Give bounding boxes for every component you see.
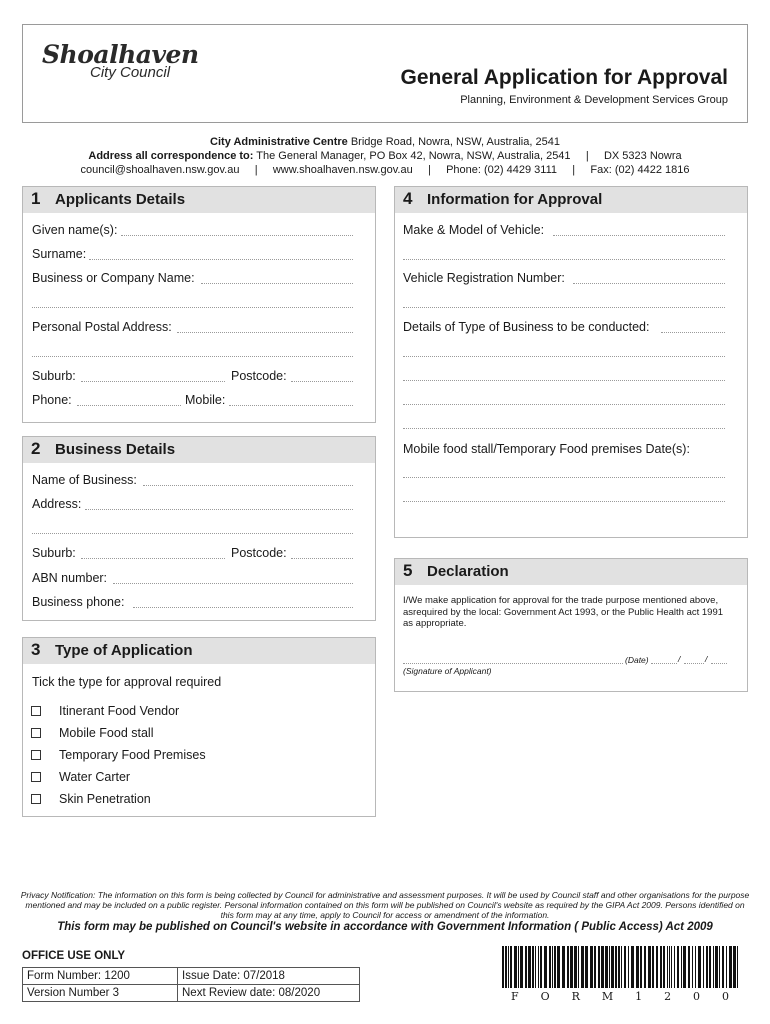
section-number: 1 xyxy=(31,189,41,208)
barcode-bar xyxy=(703,946,704,988)
section-business-details xyxy=(22,436,376,621)
address-line-1: City Administrative Centre Bridge Road, Nowra, NSW, Australia, 2541 xyxy=(210,136,560,148)
barcode-bar xyxy=(570,946,573,988)
barcode-char: 0 xyxy=(722,990,729,1003)
barcode-bar xyxy=(652,946,654,988)
date-separator: / xyxy=(678,654,681,664)
business-type-field-line-5[interactable] xyxy=(403,428,725,429)
surname-field[interactable] xyxy=(89,259,353,260)
barcode-bar xyxy=(667,946,668,988)
section-applicants-details xyxy=(22,186,376,423)
barcode-bar xyxy=(692,946,693,988)
abn-field[interactable] xyxy=(113,583,353,584)
barcode-bar xyxy=(640,946,642,988)
date-separator: / xyxy=(705,654,708,664)
checkbox[interactable] xyxy=(31,750,41,760)
barcode-char: M xyxy=(601,990,614,1003)
barcode-bar xyxy=(644,946,646,988)
barcode-bar xyxy=(713,946,714,988)
section-title: Information for Approval xyxy=(427,191,603,208)
barcode-bar xyxy=(733,946,736,988)
section-declaration xyxy=(394,558,748,692)
section-header xyxy=(395,559,747,585)
barcode-bar xyxy=(729,946,732,988)
date-day-field[interactable] xyxy=(651,663,677,664)
barcode-bar xyxy=(621,946,622,988)
business-phone-field[interactable] xyxy=(133,607,353,608)
suburb-field[interactable] xyxy=(81,381,225,382)
postal-address-field[interactable] xyxy=(177,332,353,333)
council-logo-wordmark: Shoalhaven xyxy=(42,40,199,69)
option-skin-penetration[interactable]: Skin Penetration xyxy=(31,792,151,806)
section-header xyxy=(23,638,375,664)
section-number: 3 xyxy=(31,640,41,659)
option-water-carter[interactable]: Water Carter xyxy=(31,770,130,784)
section-header xyxy=(23,187,375,213)
section-title: Type of Application xyxy=(55,642,193,659)
barcode-bar xyxy=(508,946,509,988)
business-address-label: Address: xyxy=(32,497,82,511)
barcode-bar xyxy=(706,946,708,988)
barcode-char: 1 xyxy=(635,990,643,1003)
barcode-char: R xyxy=(571,990,580,1003)
barcode-char: 2 xyxy=(664,990,672,1003)
dates-field[interactable] xyxy=(403,477,725,478)
abn-label: ABN number: xyxy=(32,571,108,585)
barcode-bar xyxy=(549,946,551,988)
section-number: 5 xyxy=(403,561,413,580)
business-type-field-line-2[interactable] xyxy=(403,356,725,357)
checkbox[interactable] xyxy=(31,772,41,782)
barcode-bar xyxy=(611,946,614,988)
barcode-bar xyxy=(669,946,670,988)
barcode-bar xyxy=(737,946,738,988)
barcode-bar xyxy=(677,946,679,988)
dates-field-line-2[interactable] xyxy=(403,501,725,502)
business-postcode-field[interactable] xyxy=(291,558,353,559)
registration-label: Vehicle Registration Number: xyxy=(403,271,565,285)
barcode-bar xyxy=(688,946,690,988)
barcode-bar xyxy=(671,946,672,988)
next-review-cell: Next Review date: 08/2020 xyxy=(178,985,360,1002)
barcode-bar xyxy=(574,946,577,988)
option-mobile-food-stall[interactable]: Mobile Food stall xyxy=(31,726,154,740)
date-label: (Date) xyxy=(625,655,649,665)
name-of-business-label: Name of Business: xyxy=(32,473,137,487)
office-use-heading: OFFICE USE ONLY xyxy=(22,950,126,962)
business-name-label: Business or Company Name: xyxy=(32,271,195,285)
privacy-notification: Privacy Notification: The information on this form is being collected by Council for administrative and assessment purposes. It will be used by Council staff and other organisations for the purpose mentioned and may be included on a public register. Personal information contained on this form will be published on Council's website as required by the GIPA Act 2009. Persons identified on this form may at any time, apply to Council for access or amendment of the information. xyxy=(20,890,750,920)
signature-label: (Signature of Applicant) xyxy=(403,666,492,676)
barcode-bar xyxy=(518,946,519,988)
checkbox[interactable] xyxy=(31,794,41,804)
section-title: Applicants Details xyxy=(55,191,186,208)
business-type-field-line-4[interactable] xyxy=(403,404,725,405)
business-name-field-line-2[interactable] xyxy=(32,307,353,308)
business-type-label: Details of Type of Business to be conducted: xyxy=(403,320,650,334)
barcode-bar xyxy=(660,946,662,988)
barcode-bar xyxy=(636,946,639,988)
form-number-cell: Form Number: 1200 xyxy=(23,968,178,985)
postal-address-label: Personal Postal Address: xyxy=(32,320,172,334)
given-names-label: Given name(s): xyxy=(32,223,118,237)
phone-field[interactable] xyxy=(77,405,181,406)
application-instruction: Tick the type for approval required xyxy=(32,675,222,689)
barcode-bar xyxy=(624,946,626,988)
barcode-bar xyxy=(567,946,569,988)
business-phone-label: Business phone: xyxy=(32,595,125,609)
barcode-bar xyxy=(502,946,504,988)
barcode-bar xyxy=(540,946,542,988)
postal-address-field-line-2[interactable] xyxy=(32,356,353,357)
make-model-field[interactable] xyxy=(553,235,725,236)
barcode-char: F xyxy=(510,990,519,1003)
office-use-table xyxy=(22,967,360,1002)
barcode-bar xyxy=(628,946,629,988)
publish-notice: This form may be published on Council's website in accordance with Government Information ( Public Access) Act 2009 xyxy=(57,921,713,933)
barcode-char: O xyxy=(540,990,550,1003)
barcode-bar xyxy=(514,946,517,988)
phone-label: Phone: xyxy=(32,393,72,407)
business-type-field[interactable] xyxy=(661,332,725,333)
barcode-bar xyxy=(544,946,547,988)
make-model-field-line-2[interactable] xyxy=(403,259,725,260)
barcode-bar xyxy=(578,946,579,988)
barcode-caption xyxy=(500,990,740,1003)
checkbox[interactable] xyxy=(31,728,41,738)
issue-date-cell: Issue Date: 07/2018 xyxy=(178,968,360,985)
barcode-bar xyxy=(585,946,588,988)
barcode-bar xyxy=(698,946,701,988)
barcode-bar xyxy=(719,946,720,988)
address-line-2: Address all correspondence to: The General Manager, PO Box 42, Nowra, NSW, Australia, 2541 | DX 5323 Nowra xyxy=(88,150,682,162)
barcode-icon xyxy=(500,946,740,988)
form-subtitle: Planning, Environment & Development Services Group xyxy=(460,94,728,106)
barcode-char: 0 xyxy=(693,990,701,1003)
barcode-bar xyxy=(594,946,596,988)
barcode-bar xyxy=(554,946,556,988)
barcode-bar xyxy=(590,946,593,988)
section-title: Business Details xyxy=(55,441,176,458)
business-type-field-line-3[interactable] xyxy=(403,380,725,381)
registration-field[interactable] xyxy=(573,283,725,284)
name-of-business-field[interactable] xyxy=(143,485,353,486)
barcode-bar xyxy=(525,946,527,988)
section-type-of-application xyxy=(22,637,376,817)
barcode-bar xyxy=(615,946,617,988)
given-names-field[interactable] xyxy=(121,235,353,236)
business-suburb-field[interactable] xyxy=(81,558,225,559)
dates-label: Mobile food stall/Temporary Food premises Date(s): xyxy=(403,442,690,456)
barcode-bar xyxy=(631,946,634,988)
checkbox[interactable] xyxy=(31,706,41,716)
barcode-bar xyxy=(683,946,686,988)
version-number-cell: Version Number 3 xyxy=(23,985,178,1002)
section-information-for-approval xyxy=(394,186,748,538)
registration-field-line-2[interactable] xyxy=(403,307,725,308)
section-number: 2 xyxy=(31,439,41,458)
barcode-bar xyxy=(609,946,610,988)
barcode-bar xyxy=(598,946,600,988)
barcode-bar xyxy=(648,946,651,988)
barcode-bar xyxy=(695,946,696,988)
barcode-bar xyxy=(581,946,584,988)
address-line-3: council@shoalhaven.nsw.gov.au | www.shoalhaven.nsw.gov.au | Phone: (02) 4429 3111 | Fax: (02) 4422 1816 xyxy=(80,164,690,176)
business-address-field-line-2[interactable] xyxy=(32,533,353,534)
option-temporary-food-premises[interactable]: Temporary Food Premises xyxy=(31,748,206,762)
postcode-field[interactable] xyxy=(291,381,353,382)
declaration-text: I/We make application for approval for the trade purpose mentioned above, asrequired by the local: Government Act 1993, or the Public Health act 1991 as appropriate. xyxy=(403,595,724,629)
barcode-bar xyxy=(663,946,665,988)
suburb-label: Suburb: xyxy=(32,369,76,383)
date-year-field[interactable] xyxy=(711,663,727,664)
make-model-label: Make & Model of Vehicle: xyxy=(403,223,545,237)
council-logo-subtitle: City Council xyxy=(90,64,171,81)
barcode-bar xyxy=(656,946,658,988)
mobile-label: Mobile: xyxy=(185,393,226,407)
mobile-field[interactable] xyxy=(229,405,353,406)
barcode-bar xyxy=(709,946,711,988)
barcode-bar xyxy=(715,946,718,988)
barcode-bar xyxy=(601,946,604,988)
barcode-bar xyxy=(605,946,608,988)
barcode-bar xyxy=(535,946,536,988)
section-title: Declaration xyxy=(427,563,509,580)
barcode-bar xyxy=(520,946,523,988)
barcode-bar xyxy=(505,946,507,988)
barcode-bar xyxy=(562,946,565,988)
form-title: General Application for Approval xyxy=(400,66,728,89)
date-month-field[interactable] xyxy=(684,663,704,664)
barcode-bar xyxy=(510,946,512,988)
barcode-bar xyxy=(532,946,534,988)
barcode-bar xyxy=(557,946,560,988)
barcode-bar xyxy=(674,946,675,988)
postcode-label: Postcode: xyxy=(231,369,287,383)
barcode-bar xyxy=(681,946,682,988)
section-header xyxy=(23,437,375,463)
barcode-bar xyxy=(726,946,727,988)
barcode-bar xyxy=(618,946,620,988)
business-suburb-label: Suburb: xyxy=(32,546,76,560)
business-postcode-label: Postcode: xyxy=(231,546,287,560)
option-itinerant-food-vendor[interactable]: Itinerant Food Vendor xyxy=(31,704,179,718)
barcode-bar xyxy=(528,946,531,988)
signature-field[interactable] xyxy=(403,663,623,664)
section-header xyxy=(395,187,747,213)
barcode-bar xyxy=(538,946,539,988)
business-name-field[interactable] xyxy=(201,283,353,284)
barcode-bar xyxy=(552,946,553,988)
barcode-bar xyxy=(722,946,724,988)
section-number: 4 xyxy=(403,189,413,208)
surname-label: Surname: xyxy=(32,247,87,261)
business-address-field[interactable] xyxy=(85,509,353,510)
